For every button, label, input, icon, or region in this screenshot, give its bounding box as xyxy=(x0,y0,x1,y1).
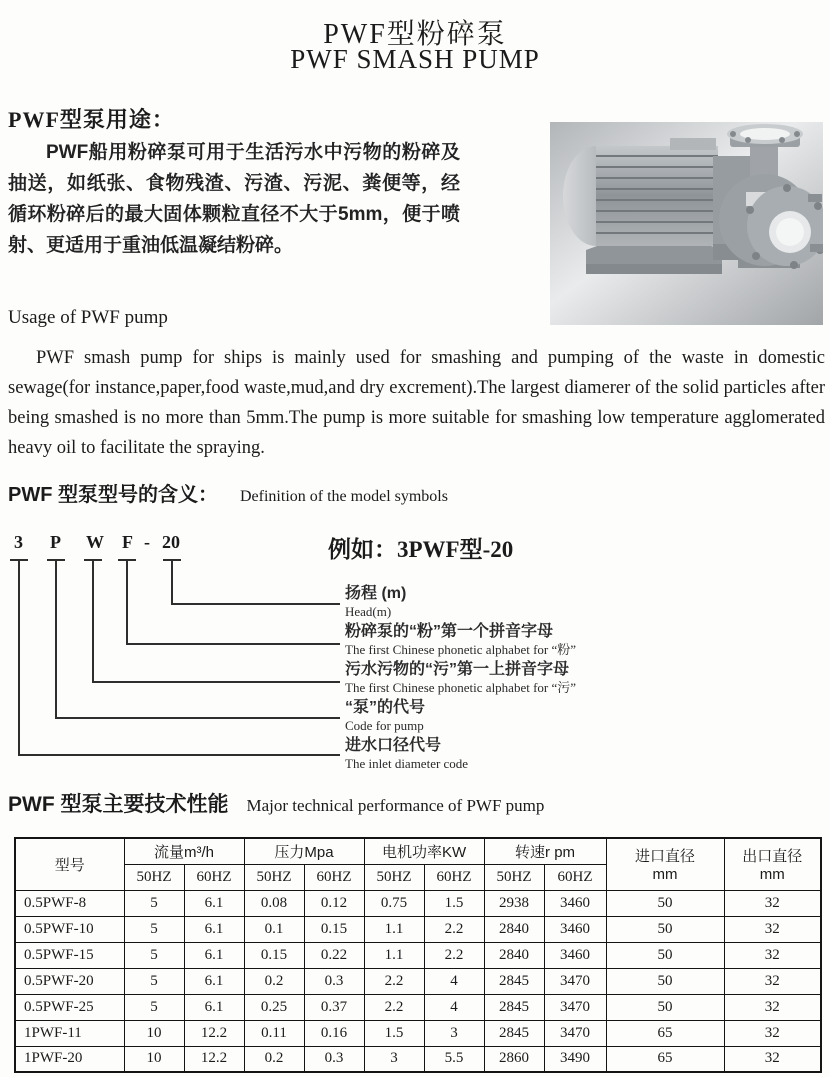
model-symbols-heading-zh: PWF 型泵型号的含义： xyxy=(8,484,218,506)
usage-paragraph-en: PWF smash pump for ships is mainly used for smashing and pumping of the waste in domestic sewage(for instance,paper,food waste,mud,and dry excrement).The largest diamerer of the solid particles after being smashed is no more than 5mm.The pump is more suitable for smashing low temperature agglomerated heavy oil to facilitate the spraying. xyxy=(8,348,825,458)
cell-value: 5 xyxy=(124,890,184,916)
cell-value: 6.1 xyxy=(184,916,244,942)
cell-value: 32 xyxy=(724,1020,821,1046)
cell-value: 2.2 xyxy=(364,968,424,994)
usage-heading-en: Usage of PWF pump xyxy=(8,307,168,328)
cell-value: 12.2 xyxy=(184,1020,244,1046)
spec-table xyxy=(14,837,822,1073)
performance-heading-zh: PWF 型泵主要技术性能 xyxy=(8,793,229,816)
model-code-char-20: 20 xyxy=(162,532,180,552)
pump-illustration xyxy=(550,122,823,325)
cell-value: 50 xyxy=(606,890,724,916)
cell-value: 10 xyxy=(124,1020,184,1046)
header-flow: 流量m³/h xyxy=(124,838,244,864)
cell-value: 0.15 xyxy=(244,942,304,968)
cell-value: 2.2 xyxy=(424,942,484,968)
table-row xyxy=(15,942,821,968)
cell-value: 5 xyxy=(124,916,184,942)
cell-model: 0.5PWF-10 xyxy=(15,916,124,942)
cell-value: 50 xyxy=(606,916,724,942)
cell-value: 2860 xyxy=(484,1046,544,1072)
cell-model: 1PWF-11 xyxy=(15,1020,124,1046)
model-example: 例如：3PWF型-20 xyxy=(328,537,514,562)
cell-value: 3470 xyxy=(544,1020,606,1046)
diagram-label-head-zh: 扬程 (m) xyxy=(345,585,407,602)
header-hz: 60HZ xyxy=(304,864,364,890)
header-inlet-label: 进口直径 xyxy=(635,848,696,866)
cell-value: 3 xyxy=(364,1046,424,1072)
header-hz: 50HZ xyxy=(244,864,304,890)
performance-heading-en: Major technical performance of PWF pump xyxy=(246,796,545,815)
cell-value: 0.08 xyxy=(244,890,304,916)
header-hz: 50HZ xyxy=(124,864,184,890)
cell-value: 0.3 xyxy=(304,1046,364,1072)
model-symbols-heading xyxy=(8,478,448,507)
cell-value: 3 xyxy=(424,1020,484,1046)
cell-value: 6.1 xyxy=(184,968,244,994)
usage-heading-zh: PWF型泵用途： xyxy=(8,107,175,132)
cell-value: 32 xyxy=(724,916,821,942)
cell-value: 4 xyxy=(424,968,484,994)
cell-value: 3460 xyxy=(544,942,606,968)
usage-paragraph-zh: PWF船用粉碎泵可用于生活污水中污物的粉碎及抽送，如纸张、食物残渣、污渣、污泥、粪便等，经循环粉碎后的最大固体颗粒直径不大于5mm，便于喷射、更适用于重油低温凝结粉碎。 xyxy=(8,142,460,256)
cell-model: 0.5PWF-8 xyxy=(15,890,124,916)
cell-value: 0.15 xyxy=(304,916,364,942)
table-row xyxy=(15,968,821,994)
diagram-label-pump-code xyxy=(345,698,825,733)
header-hz: 50HZ xyxy=(364,864,424,890)
pump-photo xyxy=(550,122,823,325)
cell-value: 2845 xyxy=(484,968,544,994)
diagram-label-wu-en: The first Chinese phonetic alphabet for “污” xyxy=(345,680,577,695)
cell-value: 1.5 xyxy=(364,1020,424,1046)
diagram-label-wu xyxy=(345,660,825,695)
page-title-en: PWF SMASH PUMP xyxy=(290,44,540,74)
header-outlet-label: 出口直径 xyxy=(742,848,803,866)
cell-value: 0.37 xyxy=(304,994,364,1020)
header-model: 型号 xyxy=(15,838,124,890)
cell-model: 1PWF-20 xyxy=(15,1046,124,1072)
cell-value: 32 xyxy=(724,994,821,1020)
cell-value: 3470 xyxy=(544,968,606,994)
model-code-char-3: 3 xyxy=(14,532,23,552)
diagram-label-head xyxy=(345,584,825,619)
cell-value: 6.1 xyxy=(184,890,244,916)
header-hz: 60HZ xyxy=(184,864,244,890)
header-hz: 60HZ xyxy=(544,864,606,890)
cell-value: 0.16 xyxy=(304,1020,364,1046)
header-speed: 转速r pm xyxy=(484,838,606,864)
header-hz: 60HZ xyxy=(424,864,484,890)
cell-value: 3470 xyxy=(544,994,606,1020)
cell-model: 0.5PWF-20 xyxy=(15,968,124,994)
diagram-label-fen-en: The first Chinese phonetic alphabet for “粉” xyxy=(345,642,577,657)
diagram-label-wu-zh: 污水污物的“污”第一上拼音字母 xyxy=(345,661,570,678)
table-row xyxy=(15,1046,821,1072)
cell-value: 2.2 xyxy=(424,916,484,942)
cell-value: 10 xyxy=(124,1046,184,1072)
header-pressure: 压力Mpa xyxy=(244,838,364,864)
header-inlet xyxy=(606,838,724,890)
page-title-zh: PWF型粉碎泵 xyxy=(323,19,507,50)
diagram-label-inlet-code-en: The inlet diameter code xyxy=(345,756,469,771)
cell-value: 0.1 xyxy=(244,916,304,942)
cell-value: 12.2 xyxy=(184,1046,244,1072)
header-outlet xyxy=(724,838,821,890)
cell-value: 0.25 xyxy=(244,994,304,1020)
cell-value: 0.22 xyxy=(304,942,364,968)
cell-value: 3490 xyxy=(544,1046,606,1072)
cell-value: 0.11 xyxy=(244,1020,304,1046)
diagram-label-head-en: Head(m) xyxy=(345,604,392,619)
cell-value: 2938 xyxy=(484,890,544,916)
cell-value: 5 xyxy=(124,994,184,1020)
cell-value: 4 xyxy=(424,994,484,1020)
model-code-char-p: P xyxy=(50,532,61,552)
cell-value: 3460 xyxy=(544,890,606,916)
header-inlet-unit: mm xyxy=(652,866,678,884)
diagram-label-fen-zh: 粉碎泵的“粉”第一个拼音字母 xyxy=(345,623,554,640)
cell-value: 1.1 xyxy=(364,942,424,968)
cell-value: 2845 xyxy=(484,1020,544,1046)
cell-value: 65 xyxy=(606,1046,724,1072)
cell-value: 6.1 xyxy=(184,942,244,968)
table-row xyxy=(15,890,821,916)
diagram-label-inlet-code xyxy=(345,736,825,771)
cell-value: 1.5 xyxy=(424,890,484,916)
diagram-label-pump-code-zh: “泵”的代号 xyxy=(345,699,426,716)
cell-value: 5.5 xyxy=(424,1046,484,1072)
cell-value: 32 xyxy=(724,968,821,994)
performance-heading xyxy=(8,788,544,818)
diagram-label-inlet-code-zh: 进水口径代号 xyxy=(345,737,442,754)
model-code-char-f: F xyxy=(122,532,133,552)
model-code-char-w: W xyxy=(86,532,104,552)
cell-value: 2845 xyxy=(484,994,544,1020)
cell-value: 6.1 xyxy=(184,994,244,1020)
cell-value: 2840 xyxy=(484,916,544,942)
cell-value: 1.1 xyxy=(364,916,424,942)
table-row xyxy=(15,994,821,1020)
cell-value: 0.2 xyxy=(244,968,304,994)
cell-value: 3460 xyxy=(544,916,606,942)
cell-model: 0.5PWF-15 xyxy=(15,942,124,968)
cell-model: 0.5PWF-25 xyxy=(15,994,124,1020)
cell-value: 50 xyxy=(606,942,724,968)
cell-value: 2.2 xyxy=(364,994,424,1020)
cell-value: 50 xyxy=(606,994,724,1020)
cell-value: 0.75 xyxy=(364,890,424,916)
cell-value: 0.2 xyxy=(244,1046,304,1072)
header-outlet-unit: mm xyxy=(759,866,785,884)
model-symbols-heading-en: Definition of the model symbols xyxy=(240,488,448,505)
cell-value: 32 xyxy=(724,890,821,916)
header-hz: 50HZ xyxy=(484,864,544,890)
cell-value: 0.3 xyxy=(304,968,364,994)
header-power: 电机功率KW xyxy=(364,838,484,864)
cell-value: 5 xyxy=(124,942,184,968)
diagram-label-fen xyxy=(345,622,825,657)
table-row xyxy=(15,1020,821,1046)
cell-value: 32 xyxy=(724,942,821,968)
diagram-label-pump-code-en: Code for pump xyxy=(345,718,424,733)
cell-value: 32 xyxy=(724,1046,821,1072)
model-code-char-dash: - xyxy=(144,532,150,552)
table-row xyxy=(15,916,821,942)
cell-value: 50 xyxy=(606,968,724,994)
cell-value: 2840 xyxy=(484,942,544,968)
cell-value: 65 xyxy=(606,1020,724,1046)
cell-value: 0.12 xyxy=(304,890,364,916)
cell-value: 5 xyxy=(124,968,184,994)
